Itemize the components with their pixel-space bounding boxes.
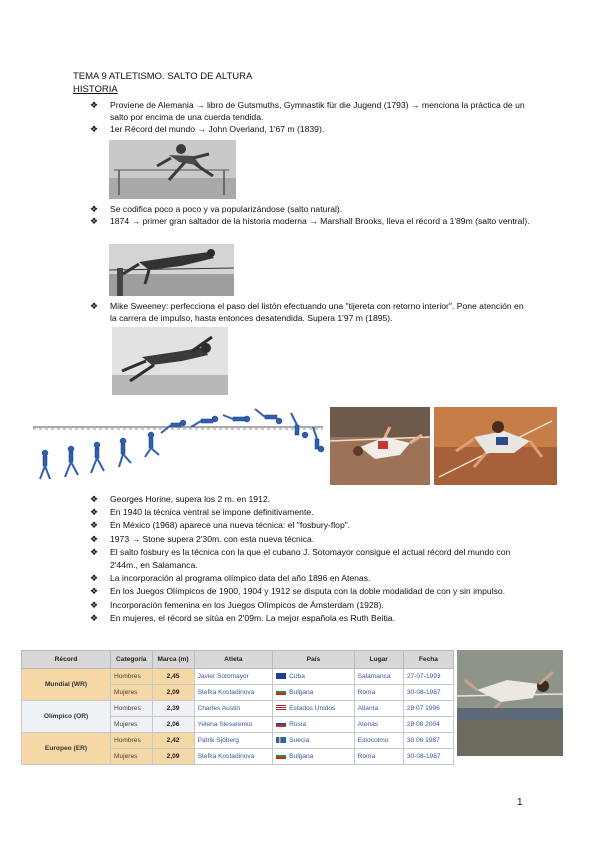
col-header-record: Récord <box>22 651 111 669</box>
cuba-flag-icon <box>276 673 286 679</box>
diamond-bullet-icon: ❖ <box>90 599 99 610</box>
document-title: TEMA 9 ATLETISMO. SALTO DE ALTURA <box>73 71 253 82</box>
diamond-bullet-icon: ❖ <box>90 124 99 134</box>
group-label-european: Europeo (ER) <box>22 733 111 765</box>
list-item-text: En 1940 la técnica ventral se impone definitivamente. <box>110 507 314 518</box>
list-item-text: 1er Récord del mundo → John Overland, 1'67 m (1839). <box>110 124 325 134</box>
cell-date-link[interactable]: 28 07 1996 <box>403 701 453 717</box>
cell-date-link[interactable]: 30-08-1987 <box>403 749 453 765</box>
list-item <box>90 585 530 598</box>
page-number: 1 <box>517 797 523 808</box>
list-item <box>90 572 530 585</box>
photo-ventral-jump <box>109 244 234 296</box>
list-item-text: 1874 → primer gran saltador de la historia moderna → Marshall Brooks, lleva el récord a 1'89m (salto ventral). <box>110 216 530 226</box>
cell-country[interactable]: Suecia <box>273 733 354 749</box>
col-header-athlete: Atleta <box>194 651 273 669</box>
cell-category: Hombres <box>111 733 153 749</box>
cell-athlete-link[interactable]: Yelena Slesarenko <box>194 717 273 733</box>
cell-place-link[interactable]: Estocolmo <box>354 733 403 749</box>
cell-country[interactable]: Bulgaria <box>273 685 354 701</box>
cell-athlete-link[interactable]: Stefka Kostadinova <box>194 749 273 765</box>
table-row <box>22 733 454 749</box>
cell-country[interactable]: Bulgaria <box>273 749 354 765</box>
cell-place-link[interactable]: Roma <box>354 749 403 765</box>
list-item-text: En México (1968) aparece una nueva técnica: el "fosbury-flop". <box>110 520 351 531</box>
cell-mark: 2,45 <box>152 669 194 685</box>
list-item <box>90 300 530 324</box>
diamond-bullet-icon: ❖ <box>90 216 99 226</box>
list-item-text: Georges Horine, supera los 2 m. en 1912. <box>110 494 271 504</box>
cell-mark: 2,39 <box>152 701 194 717</box>
col-header-date: Fecha <box>403 651 453 669</box>
list-item-text: Incorporación femenina en los Juegos Olímpicos de Ámsterdam (1928). <box>110 599 384 610</box>
list-item <box>90 599 530 612</box>
list-item-text: La incorporación al programa olímpico data del año 1896 en Atenas. <box>110 573 371 584</box>
photo-fosbury-color <box>330 407 430 485</box>
diamond-bullet-icon: ❖ <box>90 494 99 504</box>
cell-place-link[interactable]: Roma <box>354 685 403 701</box>
cell-date-link[interactable]: 30-08-1987 <box>403 685 453 701</box>
cell-country[interactable]: Estados Unidos <box>273 701 354 717</box>
col-header-category: Categoría <box>111 651 153 669</box>
list-item <box>90 612 530 625</box>
table-header-row <box>22 651 454 669</box>
diamond-bullet-icon: ❖ <box>90 533 99 544</box>
table-row <box>22 669 454 685</box>
list-item <box>90 506 530 519</box>
russia-flag-icon <box>276 721 286 727</box>
list-item <box>90 493 530 506</box>
cell-athlete-link[interactable]: Patrik Sjöberg <box>194 733 273 749</box>
photo-jumper-over-bar <box>457 650 563 756</box>
list-item-text: En mujeres, el récord se sitúa en 2'09m. La mejor española es Ruth Beitia. <box>110 612 395 623</box>
diamond-bullet-icon: ❖ <box>90 507 99 518</box>
cell-category: Hombres <box>111 669 153 685</box>
list-item-text: Se codifica poco a poco y va popularizándose (salto natural). <box>110 204 343 214</box>
cell-category: Hombres <box>111 701 153 717</box>
col-header-country: País <box>273 651 354 669</box>
section-heading: HISTORIA <box>73 84 118 95</box>
cell-country[interactable]: Rusia <box>273 717 354 733</box>
list-item <box>90 99 530 123</box>
cell-category: Mujeres <box>111 685 153 701</box>
list-item-text: El salto fosbury es la técnica con la que el cubano J. Sotomayor consigue el actual récord del mundo con 2'44m., en Salamanca. <box>110 546 511 571</box>
diamond-bullet-icon: ❖ <box>90 573 99 584</box>
cell-mark: 2,06 <box>152 717 194 733</box>
cell-date-link[interactable]: 27-07-1993 <box>403 669 453 685</box>
list-item-text: Proviene de Alemania → libro de Gutsmuths, Gymnastik für die Jugend (1793) → menciona la práctica de un salto por encima de una cuerda tendida. <box>110 100 525 122</box>
photo-ventral-color <box>434 407 557 485</box>
col-header-mark: Marca (m) <box>152 651 194 669</box>
cell-category: Mujeres <box>111 749 153 765</box>
cell-mark: 2,09 <box>152 685 194 701</box>
cell-athlete-link[interactable]: Stefka Kostadinova <box>194 685 273 701</box>
table-row <box>22 701 454 717</box>
diamond-bullet-icon: ❖ <box>90 204 99 214</box>
col-header-place: Lugar <box>354 651 403 669</box>
diamond-bullet-icon: ❖ <box>90 612 99 623</box>
cell-mark: 2,09 <box>152 749 194 765</box>
cell-category: Mujeres <box>111 717 153 733</box>
list-item <box>90 546 530 572</box>
cell-place-link[interactable]: Atlanta <box>354 701 403 717</box>
list-item <box>90 519 530 532</box>
cell-athlete-link[interactable]: Charles Austin <box>194 701 273 717</box>
list-item-text: En los Juegos Olímpicos de 1900, 1904 y 1912 se disputa con la doble modalidad de con y sin impulso. <box>110 586 506 597</box>
diamond-bullet-icon: ❖ <box>90 100 99 110</box>
photo-early-jumper <box>109 140 236 199</box>
group-label-olympic: Olímpico (OR) <box>22 701 111 733</box>
diamond-bullet-icon: ❖ <box>90 520 99 531</box>
bullet-list-history-2 <box>90 203 530 227</box>
fosbury-sequence-diagram <box>33 405 328 485</box>
bullet-list-history-4 <box>90 493 530 625</box>
list-item-text: Mike Sweeney: perfecciona el paso del listón efectuando una "tijereta con retorno interior". Pone atención en la carrera de impulso, hasta entonces desatendida. Supera 1'97 m (1895). <box>110 301 524 323</box>
group-label-world: Mundial (WR) <box>22 669 111 701</box>
bullet-list-history-3 <box>90 300 530 324</box>
cell-place-link[interactable]: Salamanca <box>354 669 403 685</box>
cell-date-link[interactable]: 30 06 1987 <box>403 733 453 749</box>
cell-athlete-link[interactable]: Javier Sotomayor <box>194 669 273 685</box>
list-item <box>90 203 530 215</box>
photo-scissor-jump <box>112 327 228 395</box>
list-item <box>90 215 530 227</box>
cell-place-link[interactable]: Atenas <box>354 717 403 733</box>
records-table <box>21 650 454 765</box>
cell-date-link[interactable]: 28 08 2004 <box>403 717 453 733</box>
diamond-bullet-icon: ❖ <box>90 301 99 311</box>
sweden-flag-icon <box>276 737 286 743</box>
list-item <box>90 533 530 546</box>
diamond-bullet-icon: ❖ <box>90 586 99 597</box>
bulgaria-flag-icon <box>276 689 286 695</box>
usa-flag-icon <box>276 705 286 711</box>
bullet-list-history-1 <box>90 99 530 135</box>
diamond-bullet-icon: ❖ <box>90 546 99 557</box>
cell-mark: 2,42 <box>152 733 194 749</box>
cell-country[interactable]: Cuba <box>273 669 354 685</box>
list-item <box>90 123 530 135</box>
bulgaria-flag-icon <box>276 753 286 759</box>
list-item-text: 1973 → Stone supera 2'30m. con esta nueva técnica. <box>110 533 315 544</box>
